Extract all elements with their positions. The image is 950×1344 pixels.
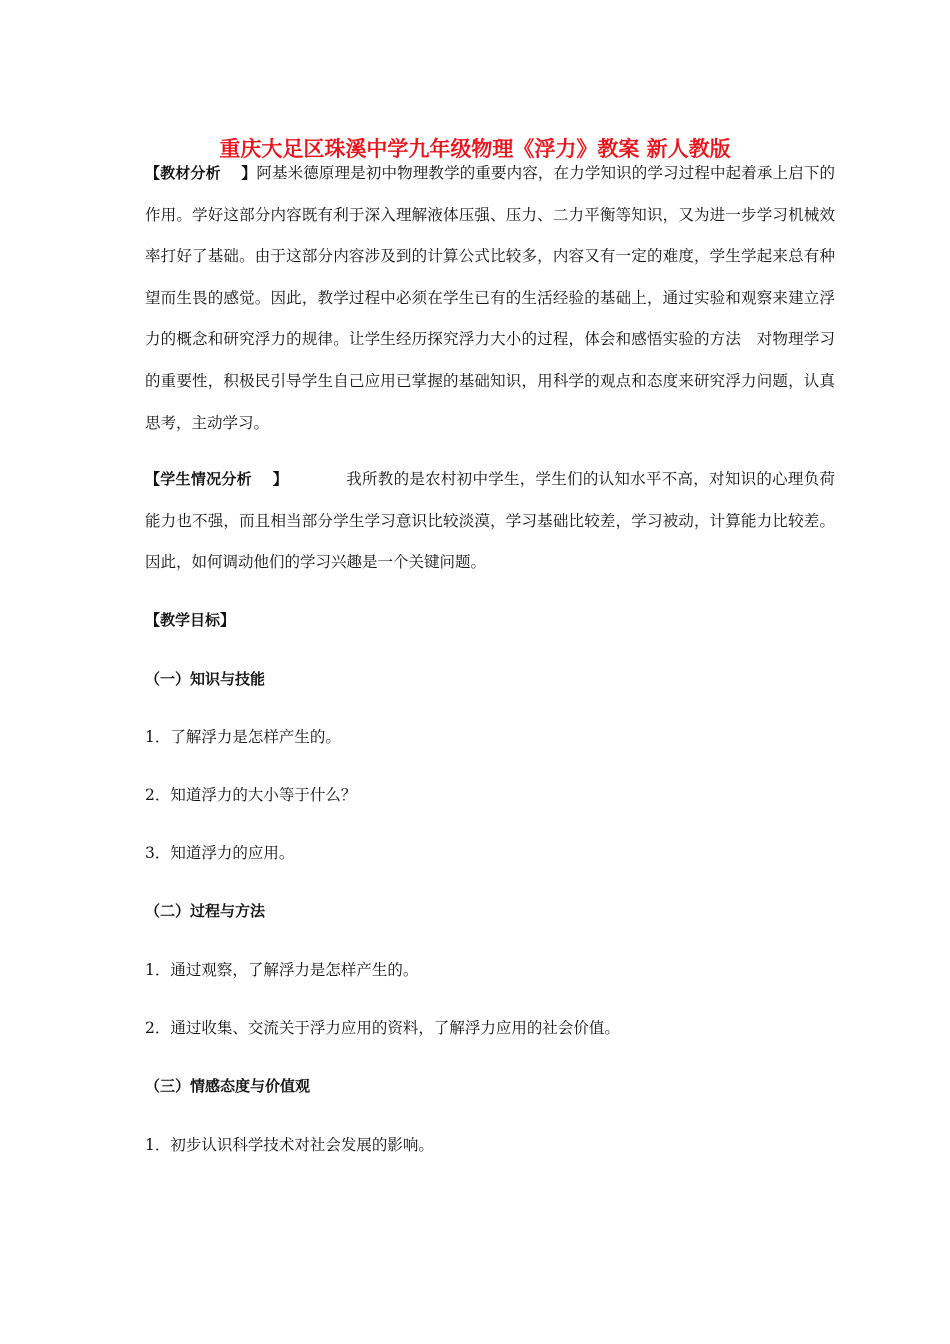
section-textbook-analysis xyxy=(145,153,835,444)
list-item: 2．通过收集、交流关于浮力应用的资料，了解浮力应用的社会价值。 xyxy=(145,1019,620,1037)
list-item: 1．了解浮力是怎样产生的。 xyxy=(145,728,341,746)
document-title: 重庆大足区珠溪中学九年级物理《浮力》教案 新人教版 xyxy=(219,137,731,161)
list-item: 1．通过观察，了解浮力是怎样产生的。 xyxy=(145,961,419,979)
section-body-textbook-analysis: 阿基米德原理是初中物理教学的重要内容，在力学知识的学习过程中起着承上启下的作用。学好这部分内容既有利于深入理解液体压强、压力、二力平衡等知识，又为进一步学习机械效率打好了基础。由于这部分内容涉及到的计算公式比较多，内容又有一定的难度，学生学起来总有种望而生畏的感觉。因此，教学过程中必须在学生已有的生活经验的基础上，通过实验和观察来建立浮力的概念和研究浮力的规律。让学生经历探究浮力大小的过程，体会和感悟实验的方法 对物理学习的重要性，积极民引导学生自己应用已掌握的基础知识，用科学的观点和态度来研究浮力问题，认真思考，主动学习。 xyxy=(145,164,835,432)
list-item: 3．知道浮力的应用。 xyxy=(145,844,295,862)
objective-group-heading: （二）过程与方法 xyxy=(145,902,266,920)
objective-group-heading: （一）知识与技能 xyxy=(145,670,266,688)
objective-group-heading: （三）情感态度与价值观 xyxy=(145,1077,311,1095)
objectives-heading: 【教学目标】 xyxy=(145,611,236,629)
list-item: 2．知道浮力的大小等于什么？ xyxy=(145,786,357,804)
section-label-textbook-analysis: 【教材分析 】 xyxy=(145,164,257,182)
section-student-analysis xyxy=(145,459,835,584)
list-item: 1．初步认识科学技术对社会发展的影响。 xyxy=(145,1136,434,1154)
section-body-student-analysis: 我所教的是农村初中学生，学生们的认知水平不高，对知识的心理负荷能力也不强，而且相当部分学生学习意识比较淡漠，学习基础比较差，学习被动，计算能力比较差。因此，如何调动他们的学习兴趣是一个关键问题。 xyxy=(145,470,835,572)
section-label-student-analysis: 【学生情况分析 】 xyxy=(145,470,288,488)
